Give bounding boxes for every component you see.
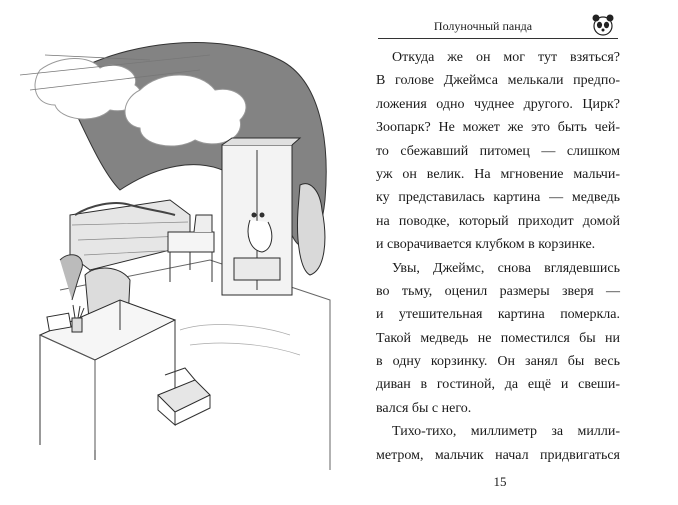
text-line: то сбежавший питомец — слишком (376, 143, 620, 159)
text-line: Такой медведь не поместился бы ни (376, 330, 620, 346)
text-line: ложения одно чуднее другого. Цирк? (376, 96, 620, 112)
text-line: в одну корзинку. Он занял бы весь (376, 354, 620, 370)
panda-icon (590, 12, 616, 38)
running-header (378, 14, 618, 39)
text-line: Тихо-тихо, миллиметр за милли- (392, 424, 620, 440)
desk-lamp (60, 255, 82, 300)
text-line: во тьму, оценил размеры зверя — (376, 283, 620, 299)
text-line: и утешительная картина померкла. (376, 307, 620, 323)
text-line: на поводке, который приходит домой (376, 213, 620, 229)
text-line: ку представилась картина — медведь (376, 190, 620, 206)
book-stack (158, 380, 210, 412)
body-text (376, 46, 620, 467)
text-line: и сворачивается клубком в корзинке. (376, 237, 596, 253)
text-line: Откуда же он мог тут взяться? (392, 50, 620, 65)
text-line: Зоопарк? Не может же это быть чей- (376, 120, 620, 136)
text-line: вался бы с него. (376, 400, 472, 416)
text-line: Увы, Джеймс, снова вглядевшись (392, 260, 620, 276)
desk (40, 300, 175, 360)
book-title: Полуночный панда (433, 19, 533, 33)
nightstand (168, 232, 214, 252)
text-line: диван в гостиной, да ещё и свеши- (376, 377, 620, 393)
text-line: В голове Джеймса мелькали предпо- (376, 73, 620, 89)
page-number: 15 (493, 474, 507, 489)
text-line: метром, мальчик начал придвигаться (376, 447, 620, 463)
text-line: уж он велик. На мгновение мальчи- (376, 166, 620, 182)
